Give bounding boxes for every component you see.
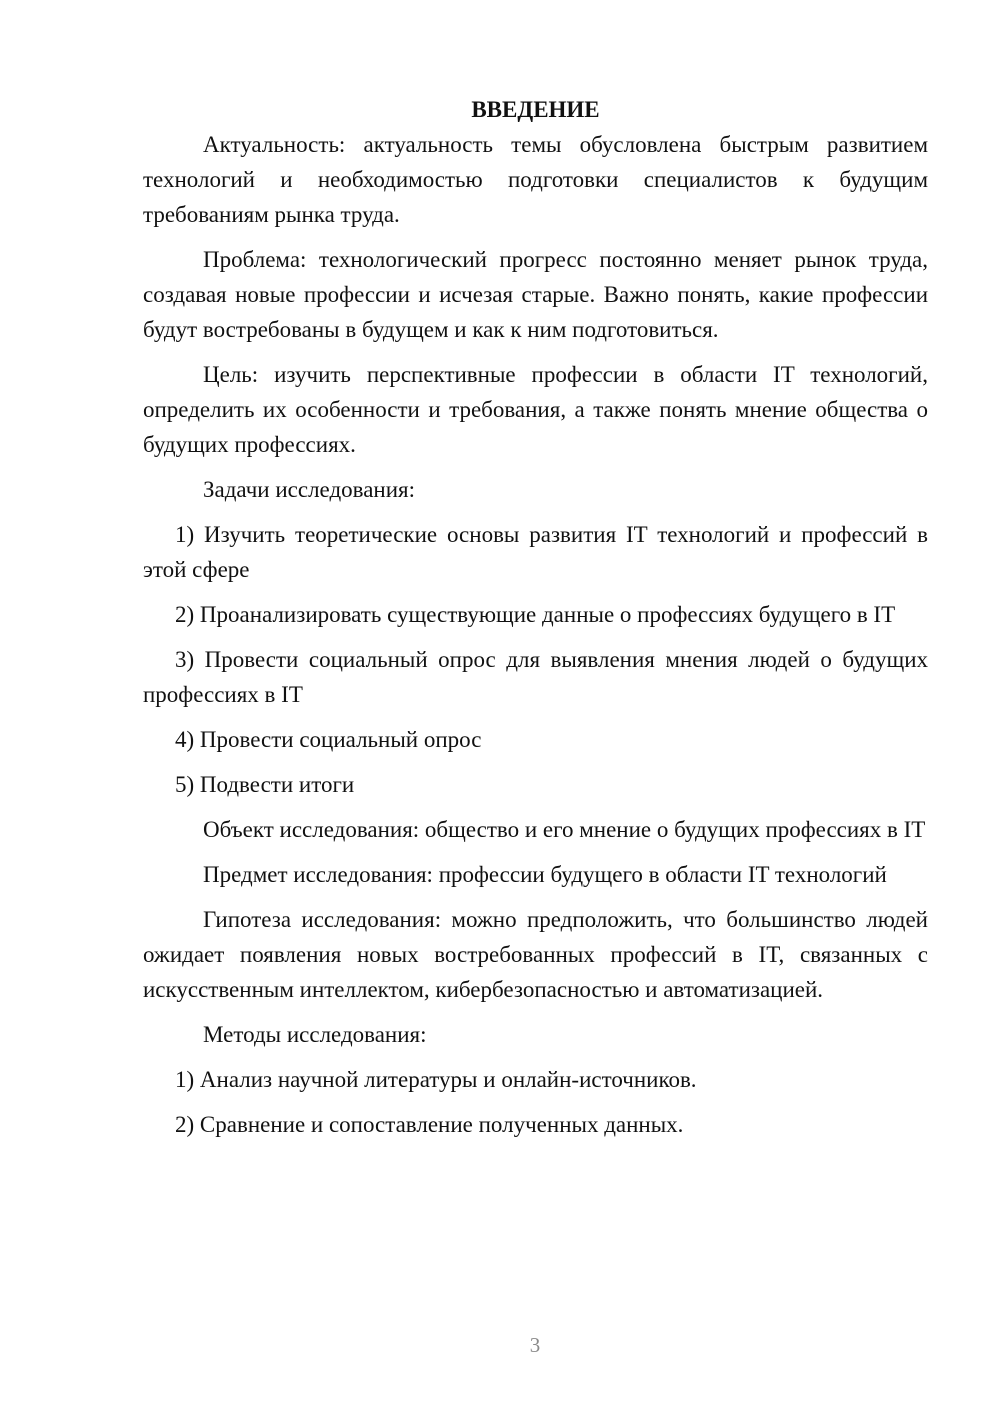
tasks-heading: Задачи исследования:	[203, 477, 416, 502]
relevance-paragraph: Актуальность: актуальность темы обусловлена быстрым развитием технологий и необходимостью подготовки специалистов к будущим требованиям рынка труда.	[143, 132, 928, 227]
problem-paragraph: Проблема: технологический прогресс постоянно меняет рынок труда, создавая новые профессии и исчезая старые. Важно понять, какие профессии будут востребованы в будущем и как к ним подготовиться.	[143, 247, 928, 342]
methods-heading: Методы исследования:	[203, 1022, 427, 1047]
page-content	[143, 92, 928, 1142]
method-item-2: 2) Сравнение и сопоставление полученных данных.	[175, 1112, 684, 1137]
page-number: 3	[529, 1333, 541, 1357]
task-item-5: 5) Подвести итоги	[175, 772, 355, 797]
hypothesis-paragraph: Гипотеза исследования: можно предположить, что большинство людей ожидает появления новых востребованных профессий в IT, связанных с искусственным интеллектом, кибербезопасностью и автоматизацией.	[143, 907, 928, 1002]
research-object-paragraph: Объект исследования: общество и его мнение о будущих профессиях в IT	[203, 817, 926, 842]
task-item-1: 1) Изучить теоретические основы развития IT технологий и профессий в этой сфере	[143, 522, 928, 582]
method-item-1: 1) Анализ научной литературы и онлайн-источников.	[175, 1067, 697, 1092]
task-item-2: 2) Проанализировать существующие данные о профессиях будущего в IT	[175, 602, 896, 627]
task-item-4: 4) Провести социальный опрос	[175, 727, 482, 752]
goal-paragraph: Цель: изучить перспективные профессии в области IT технологий, определить их особенности и требования, а также понять мнение общества о будущих профессиях.	[143, 362, 928, 457]
section-heading: ВВЕДЕНИЕ	[471, 97, 600, 122]
task-item-3: 3) Провести социальный опрос для выявления мнения людей о будущих профессиях в IT	[143, 647, 928, 707]
research-subject-paragraph: Предмет исследования: профессии будущего в области IT технологий	[203, 862, 887, 887]
